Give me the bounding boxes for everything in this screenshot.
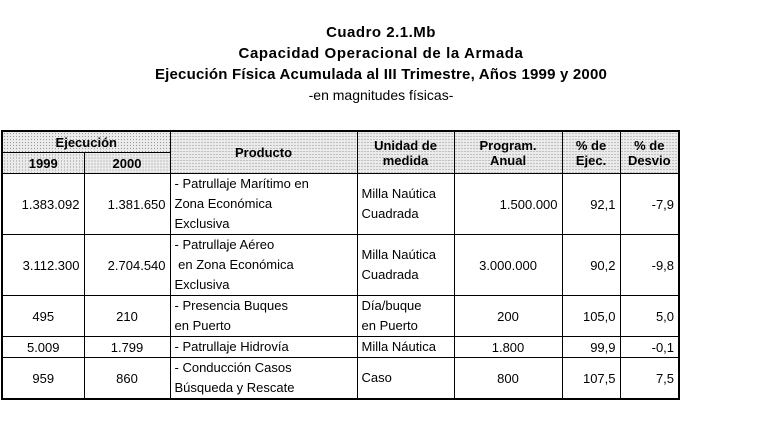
header-pct-desvio-line2: Desvio [627,152,671,168]
table-row [2,337,679,358]
producto-line: - Presencia Buques [174,298,288,313]
header-unidad-line2: medida [382,152,429,168]
producto-line: Zona Económica [174,196,273,211]
producto-line: - Patrullaje Hidrovía [174,339,289,354]
producto-line: en Puerto [174,318,231,333]
cell-1999: 5.009 [2,337,84,358]
cell-1999: 495 [2,296,84,337]
header-year-2000: 2000 [84,153,170,174]
execution-table [1,130,680,400]
cell-pct-desvio: -7,9 [620,174,679,235]
cell-1999: 3.112.300 [2,235,84,296]
cell-producto [170,296,357,337]
cell-2000: 2.704.540 [84,235,170,296]
cell-1999: 959 [2,358,84,400]
header-pct-ejec [562,131,620,174]
unidad-line: Caso [361,370,392,385]
cell-2000: 860 [84,358,170,400]
unidad-line: Cuadrada [361,267,419,282]
producto-line: Exclusiva [174,216,230,231]
table-units-note: -en magnitudes físicas- [308,87,454,103]
cell-producto [170,235,357,296]
cell-unidad [357,174,454,235]
unidad-line: Milla Naútica [361,247,436,262]
cell-pct-ejec: 90,2 [562,235,620,296]
cell-program: 1.800 [454,337,562,358]
table-row [2,174,679,235]
producto-line: Exclusiva [174,277,230,292]
header-year-1999: 1999 [2,153,84,174]
cell-unidad [357,358,454,400]
header-pct-ejec-line2: Ejec. [575,152,607,168]
cell-pct-ejec: 99,9 [562,337,620,358]
cell-1999: 1.383.092 [2,174,84,235]
cell-program: 1.500.000 [454,174,562,235]
cell-program: 3.000.000 [454,235,562,296]
producto-line: en Zona Económica [174,257,294,272]
unidad-line: Día/buque [361,298,422,313]
table-row [2,296,679,337]
header-unidad-line1: Unidad de [374,137,437,153]
cell-2000: 210 [84,296,170,337]
cell-pct-desvio: 7,5 [620,358,679,400]
cell-2000: 1.381.650 [84,174,170,235]
header-pct-desvio-line1: % de [634,137,665,153]
header-pct-desvio [620,131,679,174]
header-program-line1: Program. [479,137,537,153]
cell-pct-desvio: 5,0 [620,296,679,337]
producto-line: - Patrullaje Aéreo [174,237,275,252]
header-producto: Producto [170,131,357,174]
cell-producto [170,337,357,358]
cell-pct-ejec: 105,0 [562,296,620,337]
header-pct-ejec-line1: % de [575,137,607,153]
producto-line: - Patrullaje Marítimo en [174,176,309,191]
producto-line: Búsqueda y Rescate [174,380,295,395]
table-row [2,358,679,400]
table-number: Cuadro 2.1.Mb [326,24,436,41]
cell-producto [170,358,357,400]
cell-unidad [357,337,454,358]
cell-2000: 1.799 [84,337,170,358]
header-program-line2: Anual [489,152,527,168]
cell-unidad [357,296,454,337]
unidad-line: en Puerto [361,318,418,333]
unidad-line: Cuadrada [361,206,419,221]
table-row [2,235,679,296]
table-subtitle: Ejecución Física Acumulada al III Trimestre, Años 1999 y 2000 [154,66,608,83]
cell-program: 200 [454,296,562,337]
cell-pct-ejec: 107,5 [562,358,620,400]
producto-line: - Conducción Casos [174,360,292,375]
unidad-line: Milla Náutica [361,339,436,354]
header-program [454,131,562,174]
cell-unidad [357,235,454,296]
cell-program: 800 [454,358,562,400]
cell-pct-desvio: -0,1 [620,337,679,358]
header-unidad [357,131,454,174]
cell-pct-ejec: 92,1 [562,174,620,235]
header-ejecucion: Ejecución [2,131,170,153]
title-block [0,22,782,106]
table-title: Capacidad Operacional de la Armada [238,45,524,62]
cell-producto [170,174,357,235]
unidad-line: Milla Naútica [361,186,436,201]
cell-pct-desvio: -9,8 [620,235,679,296]
